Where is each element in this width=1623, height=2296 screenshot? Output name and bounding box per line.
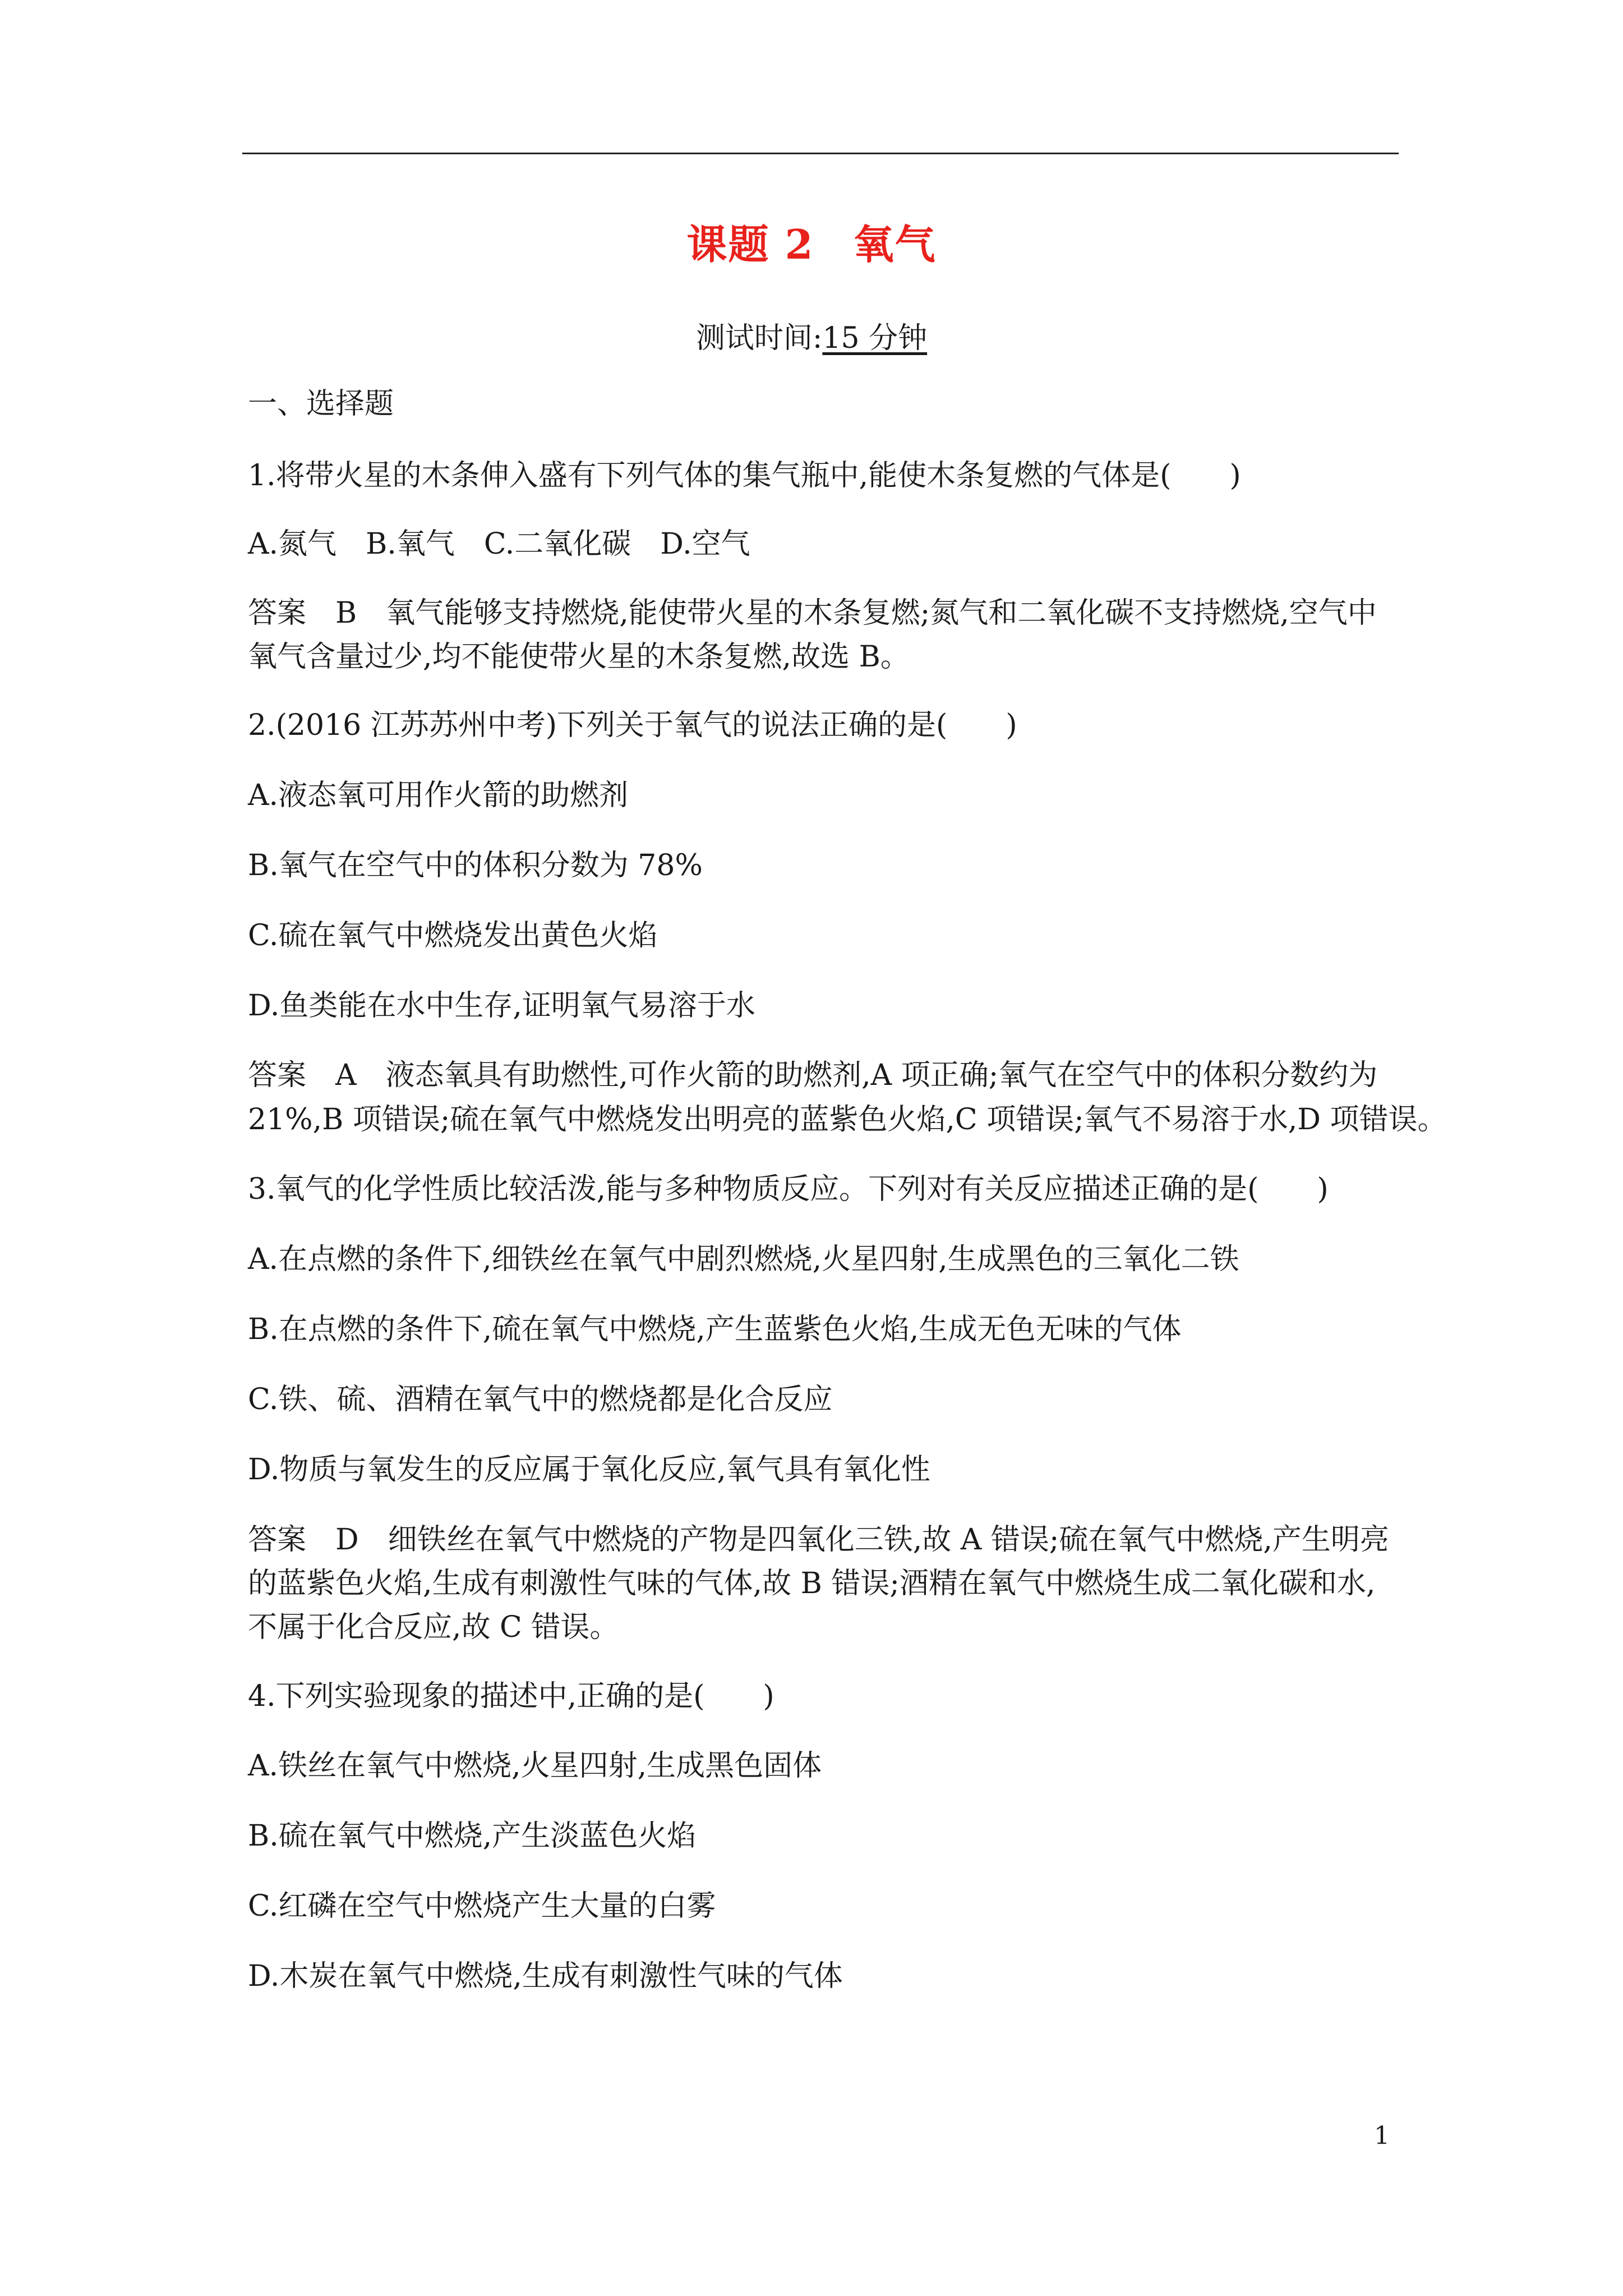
q2-answer-line-1: 答案 A 液态氧具有助燃性,可作火箭的助燃剂,A 项正确;氧气在空气中的体积分数约为 — [248, 1059, 1378, 1092]
q4-option-d: D.木炭在氧气中燃烧,生成有刺激性气味的气体 — [248, 1959, 843, 1993]
q2-option-a: A.液态氧可用作火箭的助燃剂 — [248, 779, 629, 812]
q3-answer-line-3: 不属于化合反应,故 C 错误。 — [248, 1611, 619, 1644]
q4-option-b: B.硫在氧气中燃烧,产生淡蓝色火焰 — [248, 1819, 697, 1853]
q2-answer-line-2: 21%,B 项错误;硫在氧气中燃烧发出明亮的蓝紫色火焰,C 项错误;氧气不易溶于水,D 项错误。 — [248, 1103, 1447, 1137]
q2-option-d: D.鱼类能在水中生存,证明氧气易溶于水 — [248, 989, 755, 1023]
q3-stem: 3.氧气的化学性质比较活泼,能与多种物质反应。下列对有关反应描述正确的是( ) — [248, 1172, 1329, 1206]
q1-stem: 1.将带火星的木条伸入盛有下列气体的集气瓶中,能使木条复燃的气体是( ) — [248, 459, 1241, 493]
title-lesson: 课题 2 — [686, 220, 814, 268]
q3-option-d: D.物质与氧发生的反应属于氧化反应,氧气具有氧化性 — [248, 1453, 930, 1487]
q3-answer-line-1: 答案 D 细铁丝在氧气中燃烧的产物是四氧化三铁,故 A 错误;硫在氧气中燃烧,产生明亮 — [248, 1523, 1389, 1557]
q2-stem: 2.(2016 江苏苏州中考)下列关于氧气的说法正确的是( ) — [248, 708, 1017, 742]
q1-answer-line-2: 氧气含量过少,均不能使带火星的木条复燃,故选 B。 — [248, 640, 910, 674]
q3-option-a: A.在点燃的条件下,细铁丝在氧气中剧烈燃烧,火星四射,生成黑色的三氧化二铁 — [248, 1243, 1239, 1276]
q3-answer-line-2: 的蓝紫色火焰,生成有刺激性气味的气体,故 B 错误;酒精在氧气中燃烧生成二氧化碳和水, — [248, 1567, 1376, 1600]
q2-option-c: C.硫在氧气中燃烧发出黄色火焰 — [248, 919, 658, 953]
q1-answer-line-1: 答案 B 氧气能够支持燃烧,能使带火星的木条复燃;氮气和二氧化碳不支持燃烧,空气中 — [248, 596, 1377, 630]
q4-stem: 4.下列实验现象的描述中,正确的是( ) — [248, 1680, 774, 1713]
q4-option-c: C.红磷在空气中燃烧产生大量的白雾 — [248, 1889, 716, 1923]
page-title — [0, 212, 1623, 270]
page-number: 1 — [1374, 2122, 1390, 2150]
test-time-label: 测试时间: — [695, 321, 823, 355]
q2-option-b: B.氧气在空气中的体积分数为 78% — [248, 849, 703, 882]
test-time-value: 15 分钟 — [822, 321, 928, 355]
header-rule — [242, 153, 1399, 154]
q3-option-b: B.在点燃的条件下,硫在氧气中燃烧,产生蓝紫色火焰,生成无色无味的气体 — [248, 1313, 1182, 1346]
section-heading: 一、选择题 — [248, 387, 394, 421]
q1-options: A.氮气 B.氧气 C.二氧化碳 D.空气 — [248, 527, 750, 561]
title-topic: 氧气 — [853, 220, 937, 268]
test-time — [0, 314, 1623, 356]
q3-option-c: C.铁、硫、酒精在氧气中的燃烧都是化合反应 — [248, 1383, 833, 1416]
q4-option-a: A.铁丝在氧气中燃烧,火星四射,生成黑色固体 — [248, 1749, 822, 1783]
